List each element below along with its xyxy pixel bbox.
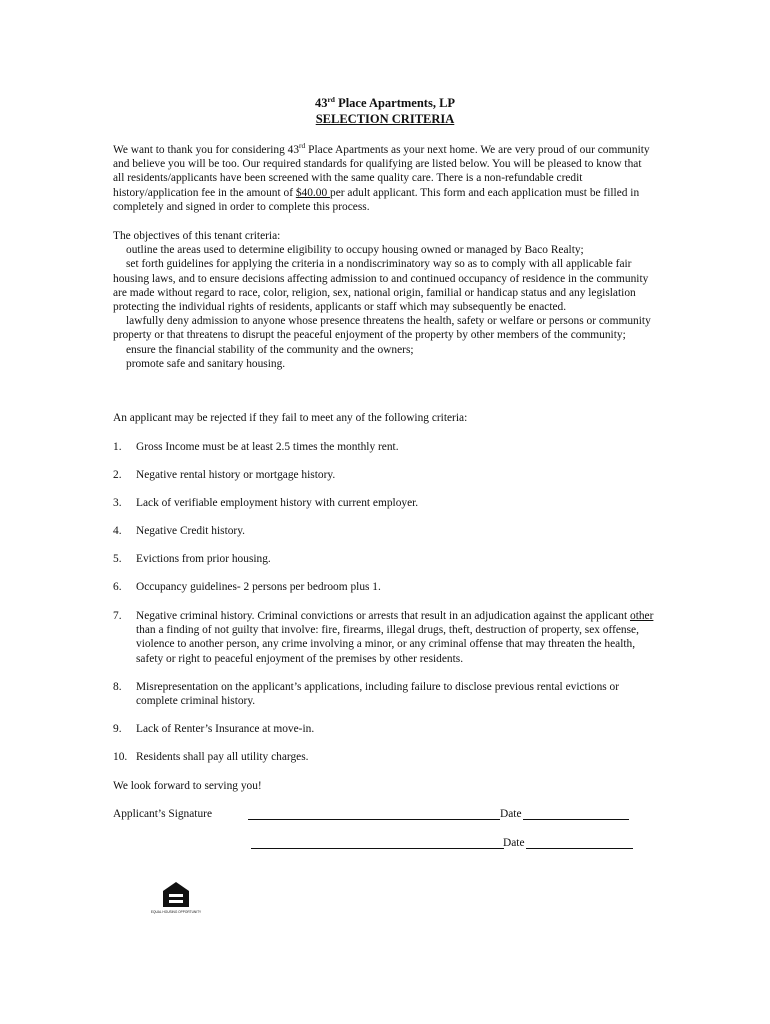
criteria-item: 7. Negative criminal history. Criminal convictions or arrests that result in an adjudication against the applicant other than a finding of not guilty that involve: fire, firearms, illegal drugs, theft, destruction of property, sex offense, violence to another person, any crime involving a minor, or any criminal offense that may threaten the health, safety or right to peaceful enjoyment of the premises by other residents. bbox=[113, 610, 654, 665]
signature-line-2[interactable] bbox=[251, 836, 504, 849]
title-block bbox=[0, 95, 770, 127]
criteria-item: 9. Lack of Renter’s Insurance at move-in. bbox=[113, 723, 315, 735]
document-subtitle: SELECTION CRITERIA bbox=[315, 112, 455, 126]
date-label-2: Date bbox=[503, 837, 525, 849]
objective-item: outline the areas used to determine eligibility to occupy housing owned or managed by Baco Realty; bbox=[126, 244, 584, 257]
objectives-section bbox=[113, 229, 653, 371]
objective-item: promote safe and sanitary housing. bbox=[126, 357, 286, 370]
rejection-intro: An applicant may be rejected if they fail to meet any of the following criteria: bbox=[113, 412, 468, 424]
objective-item: set forth guidelines for applying the criteria in a nondiscriminatory way so as to comply with all applicable fair housing laws, and to ensure decisions affecting admission to and continued occupancy of residence in the community are made without regard to race, color, religion, sex, national origin, familial or handicap status and any legislation protecting the individual rights of residents, applicants or staff which may subsequently be enacted. bbox=[113, 258, 649, 314]
equal-housing-opportunity-icon bbox=[150, 880, 202, 916]
intro-paragraph: We want to thank you for considering 43rd Place Apartments as your next home. We are very proud of our community and believe you will be too. Our required standards for qualifying are listed below. You will be pleased to know that all residents/applicants have been screened with the same quality care. There is a non-refundable credit history/application fee in the amount of $40.00 per adult applicant. This form and each application must be filled in completely and signed in order to complete this process. bbox=[113, 141, 650, 213]
criteria-item: 5. Evictions from prior housing. bbox=[113, 553, 271, 565]
criteria-item: 3. Lack of verifiable employment history with current employer. bbox=[113, 497, 419, 509]
date-line[interactable] bbox=[523, 807, 629, 820]
application-fee: $40.00 bbox=[295, 186, 331, 199]
criteria-item: 8. Misrepresentation on the applicant’s applications, including failure to disclose previous rental evictions or complete criminal history. bbox=[113, 681, 620, 708]
criteria-item: 2. Negative rental history or mortgage history. bbox=[113, 469, 336, 481]
signature-line[interactable] bbox=[248, 807, 500, 820]
objectives-heading: The objectives of this tenant criteria: bbox=[113, 230, 281, 242]
objective-item: lawfully deny admission to anyone whose presence threatens the health, safety or welfare or persons or community property or that threatens to disrupt the peaceful enjoyment of the property by other members of the community; bbox=[113, 315, 651, 342]
logo-caption: EQUAL HOUSING OPPORTUNITY bbox=[150, 910, 202, 914]
criteria-item: 4. Negative Credit history. bbox=[113, 525, 246, 537]
signature-label: Applicant’s Signature bbox=[113, 808, 213, 820]
date-line-2[interactable] bbox=[526, 836, 633, 849]
closing-line: We look forward to serving you! bbox=[113, 780, 262, 792]
criteria-item: 6. Occupancy guidelines- 2 persons per bedroom plus 1. bbox=[113, 581, 381, 593]
criteria-item: 10. Residents shall pay all utility charges. bbox=[113, 751, 309, 763]
objective-item: ensure the financial stability of the community and the owners; bbox=[126, 343, 414, 356]
criteria-item: 1. Gross Income must be at least 2.5 times the monthly rent. bbox=[113, 441, 399, 453]
date-label: Date bbox=[500, 808, 522, 820]
document-title: 43rd Place Apartments, LP bbox=[314, 94, 456, 110]
